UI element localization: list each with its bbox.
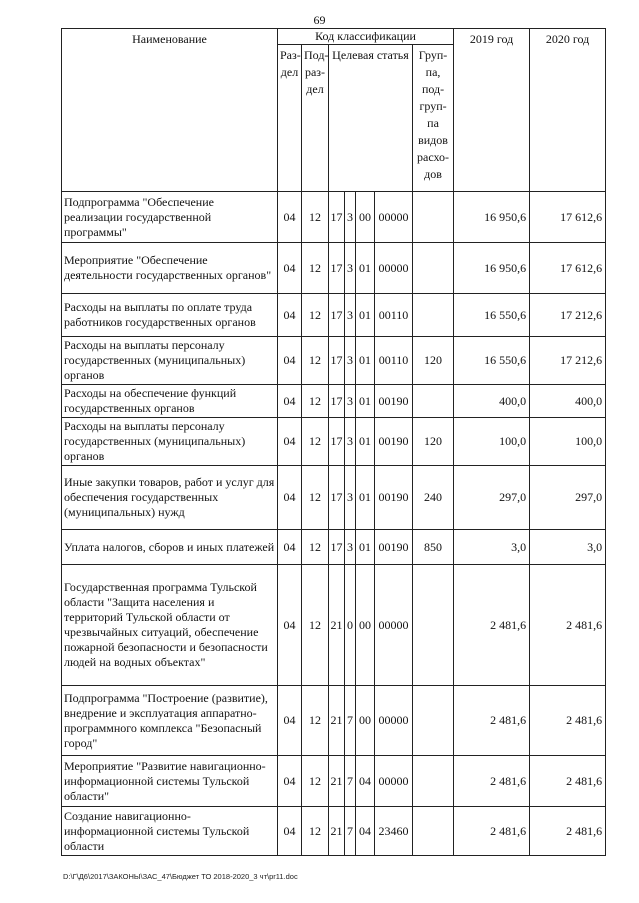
row-value-2020: 17 212,6 xyxy=(530,337,606,385)
row-target-direction: 00000 xyxy=(375,243,413,294)
row-target-direction: 00110 xyxy=(375,337,413,385)
row-podrazdel: 12 xyxy=(302,466,329,530)
row-expense-group xyxy=(413,192,454,243)
row-value-2019: 3,0 xyxy=(454,530,530,565)
header-group: Груп- па, под- груп- па видов расхо- дов xyxy=(413,45,454,192)
row-target-program: 17 xyxy=(329,192,345,243)
row-name: Расходы на выплаты персоналу государственных (муниципальных) органов xyxy=(62,337,278,385)
row-target-subprogram: 7 xyxy=(345,756,356,807)
row-podrazdel: 12 xyxy=(302,686,329,756)
row-expense-group xyxy=(413,385,454,418)
header-year-2019: 2019 год xyxy=(454,29,530,192)
row-value-2019: 2 481,6 xyxy=(454,807,530,856)
row-value-2020: 100,0 xyxy=(530,418,606,466)
budget-table xyxy=(61,28,606,856)
row-name: Расходы на выплаты по оплате труда работников государственных органов xyxy=(62,294,278,337)
row-target-event: 01 xyxy=(356,243,375,294)
row-value-2020: 2 481,6 xyxy=(530,686,606,756)
row-target-subprogram: 3 xyxy=(345,243,356,294)
row-expense-group: 120 xyxy=(413,418,454,466)
row-value-2020: 17 212,6 xyxy=(530,294,606,337)
row-target-direction: 00190 xyxy=(375,385,413,418)
row-expense-group xyxy=(413,756,454,807)
table-row xyxy=(62,686,606,756)
row-target-program: 21 xyxy=(329,686,345,756)
row-target-event: 01 xyxy=(356,530,375,565)
row-podrazdel: 12 xyxy=(302,530,329,565)
row-name: Расходы на обеспечение функций государственных органов xyxy=(62,385,278,418)
row-expense-group xyxy=(413,686,454,756)
row-target-event: 01 xyxy=(356,418,375,466)
row-razdel: 04 xyxy=(278,192,302,243)
row-podrazdel: 12 xyxy=(302,807,329,856)
row-target-event: 00 xyxy=(356,565,375,686)
row-value-2019: 2 481,6 xyxy=(454,686,530,756)
row-razdel: 04 xyxy=(278,530,302,565)
row-name: Подпрограмма "Обеспечение реализации государственной программы" xyxy=(62,192,278,243)
table-row xyxy=(62,466,606,530)
row-razdel: 04 xyxy=(278,686,302,756)
table-row xyxy=(62,565,606,686)
row-target-subprogram: 7 xyxy=(345,807,356,856)
row-target-event: 01 xyxy=(356,294,375,337)
row-target-event: 04 xyxy=(356,756,375,807)
row-expense-group xyxy=(413,294,454,337)
row-target-direction: 00000 xyxy=(375,565,413,686)
row-expense-group xyxy=(413,807,454,856)
row-target-direction: 00190 xyxy=(375,530,413,565)
row-target-subprogram: 3 xyxy=(345,466,356,530)
row-podrazdel: 12 xyxy=(302,294,329,337)
row-target-direction: 23460 xyxy=(375,807,413,856)
row-podrazdel: 12 xyxy=(302,385,329,418)
row-razdel: 04 xyxy=(278,466,302,530)
page-number: 69 xyxy=(313,13,326,27)
row-razdel: 04 xyxy=(278,385,302,418)
row-razdel: 04 xyxy=(278,418,302,466)
row-target-subprogram: 3 xyxy=(345,418,356,466)
row-target-event: 00 xyxy=(356,686,375,756)
row-target-direction: 00190 xyxy=(375,466,413,530)
row-name: Создание навигационно-информационной системы Тульской области xyxy=(62,807,278,856)
row-value-2020: 17 612,6 xyxy=(530,243,606,294)
row-target-subprogram: 3 xyxy=(345,337,356,385)
row-target-program: 21 xyxy=(329,565,345,686)
row-expense-group: 240 xyxy=(413,466,454,530)
row-target-subprogram: 3 xyxy=(345,530,356,565)
table-row xyxy=(62,530,606,565)
row-target-subprogram: 7 xyxy=(345,686,356,756)
row-target-program: 17 xyxy=(329,385,345,418)
row-target-direction: 00000 xyxy=(375,756,413,807)
row-target-program: 21 xyxy=(329,756,345,807)
row-value-2020: 17 612,6 xyxy=(530,192,606,243)
row-target-event: 01 xyxy=(356,466,375,530)
table-header xyxy=(62,29,606,192)
row-target-program: 17 xyxy=(329,243,345,294)
row-podrazdel: 12 xyxy=(302,192,329,243)
row-expense-group: 120 xyxy=(413,337,454,385)
row-target-subprogram: 3 xyxy=(345,294,356,337)
row-name: Уплата налогов, сборов и иных платежей xyxy=(62,530,278,565)
row-target-program: 17 xyxy=(329,466,345,530)
table-row xyxy=(62,807,606,856)
row-target-event: 01 xyxy=(356,337,375,385)
row-razdel: 04 xyxy=(278,565,302,686)
table-row xyxy=(62,192,606,243)
row-podrazdel: 12 xyxy=(302,756,329,807)
row-target-program: 17 xyxy=(329,337,345,385)
table-row xyxy=(62,385,606,418)
row-value-2020: 2 481,6 xyxy=(530,756,606,807)
row-podrazdel: 12 xyxy=(302,418,329,466)
row-target-event: 04 xyxy=(356,807,375,856)
row-value-2019: 100,0 xyxy=(454,418,530,466)
row-value-2020: 2 481,6 xyxy=(530,807,606,856)
table-body xyxy=(62,192,606,856)
row-value-2020: 400,0 xyxy=(530,385,606,418)
row-value-2020: 297,0 xyxy=(530,466,606,530)
row-podrazdel: 12 xyxy=(302,565,329,686)
row-target-direction: 00190 xyxy=(375,418,413,466)
header-year-2020: 2020 год xyxy=(530,29,606,192)
table-row xyxy=(62,294,606,337)
row-target-event: 01 xyxy=(356,385,375,418)
row-razdel: 04 xyxy=(278,756,302,807)
row-value-2019: 2 481,6 xyxy=(454,756,530,807)
file-path-footer: D:\Г\Д6\2017\ЗАКОНЫ\ЗАС_47\Бюджет ТО 2018-2020_3 чт\pr11.doc xyxy=(63,872,298,881)
table-row xyxy=(62,243,606,294)
row-value-2019: 16 950,6 xyxy=(454,192,530,243)
row-value-2019: 16 550,6 xyxy=(454,337,530,385)
header-target: Целевая статья xyxy=(329,45,413,192)
row-razdel: 04 xyxy=(278,294,302,337)
header-code-group: Код классификации xyxy=(278,29,454,45)
row-name: Иные закупки товаров, работ и услуг для обеспечения государственных (муниципальных) нужд xyxy=(62,466,278,530)
row-name: Государственная программа Тульской области "Защита населения и территорий Тульской области от чрезвычайных ситуаций, обеспечение пожарной безопасности и безопасности людей на водных объектах" xyxy=(62,565,278,686)
row-value-2019: 400,0 xyxy=(454,385,530,418)
row-target-subprogram: 3 xyxy=(345,385,356,418)
row-expense-group xyxy=(413,565,454,686)
row-razdel: 04 xyxy=(278,807,302,856)
row-name: Мероприятие "Обеспечение деятельности государственных органов" xyxy=(62,243,278,294)
row-target-program: 17 xyxy=(329,294,345,337)
row-target-program: 17 xyxy=(329,418,345,466)
row-value-2019: 2 481,6 xyxy=(454,565,530,686)
table-row xyxy=(62,337,606,385)
row-razdel: 04 xyxy=(278,337,302,385)
row-name: Подпрограмма "Построение (развитие), внедрение и эксплуатация аппаратно-программного комплекса "Безопасный город" xyxy=(62,686,278,756)
row-podrazdel: 12 xyxy=(302,243,329,294)
table-row xyxy=(62,418,606,466)
row-expense-group: 850 xyxy=(413,530,454,565)
row-value-2019: 16 550,6 xyxy=(454,294,530,337)
header-podrazdel: Под- раз- дел xyxy=(302,45,329,192)
row-value-2020: 2 481,6 xyxy=(530,565,606,686)
row-value-2020: 3,0 xyxy=(530,530,606,565)
row-podrazdel: 12 xyxy=(302,337,329,385)
row-value-2019: 297,0 xyxy=(454,466,530,530)
header-razdel: Раз- дел xyxy=(278,45,302,192)
row-expense-group xyxy=(413,243,454,294)
row-value-2019: 16 950,6 xyxy=(454,243,530,294)
row-target-event: 00 xyxy=(356,192,375,243)
row-name: Мероприятие "Развитие навигационно-информационной системы Тульской области" xyxy=(62,756,278,807)
header-name: Наименование xyxy=(62,29,278,192)
row-target-subprogram: 0 xyxy=(345,565,356,686)
row-target-direction: 00000 xyxy=(375,192,413,243)
row-target-direction: 00000 xyxy=(375,686,413,756)
row-target-subprogram: 3 xyxy=(345,192,356,243)
row-target-program: 17 xyxy=(329,530,345,565)
row-target-program: 21 xyxy=(329,807,345,856)
row-razdel: 04 xyxy=(278,243,302,294)
row-name: Расходы на выплаты персоналу государственных (муниципальных) органов xyxy=(62,418,278,466)
table-row xyxy=(62,756,606,807)
row-target-direction: 00110 xyxy=(375,294,413,337)
